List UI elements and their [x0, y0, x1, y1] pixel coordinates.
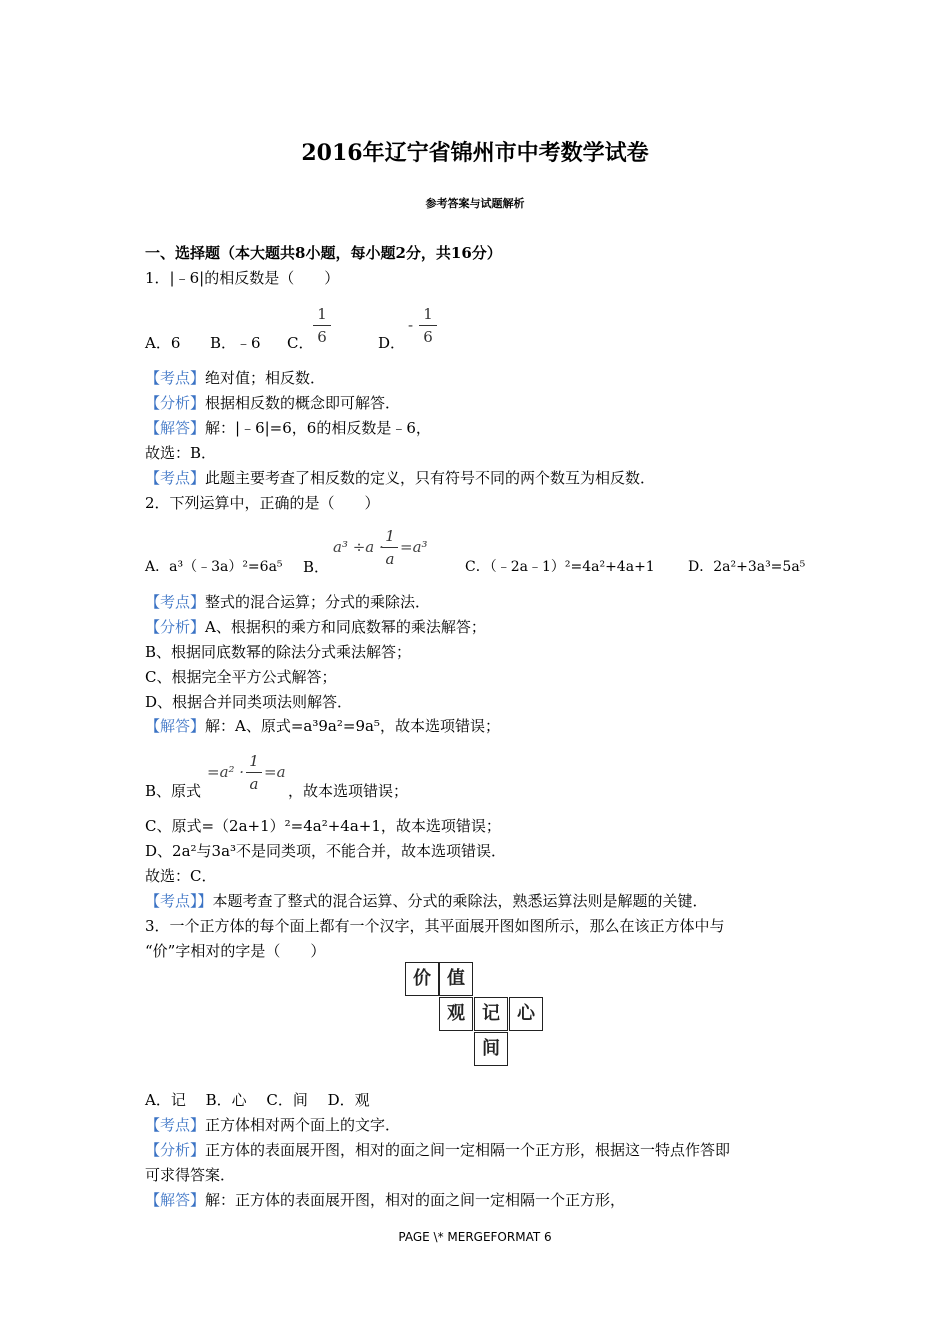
- tag-fenxi: 【分析】: [145, 394, 206, 412]
- tag-kaodian: 【考点】: [145, 1116, 206, 1134]
- net-cell-guan: 观: [439, 997, 473, 1031]
- q3-stem-line2: “价”字相对的字是（ ）: [145, 942, 326, 960]
- q2-fenxi-c: C、根据完全平方公式解答；: [145, 668, 337, 686]
- page-title: 2016年辽宁省锦州市中考数学试卷: [301, 140, 649, 166]
- q2-option-c: C．（﹣2a﹣1）²=4a²+4a+1: [465, 559, 655, 575]
- q2-fenxi-d: D、根据合并同类项法则解答．: [145, 693, 353, 711]
- tag-fenxi: 【分析】: [145, 1141, 206, 1159]
- q2-option-b: B．: [303, 558, 330, 576]
- q1-fraction-d: 1 6: [419, 305, 437, 346]
- net-cell-ji: 记: [474, 997, 508, 1031]
- q2-option-b-fraction: 1 a: [382, 527, 398, 568]
- q3-kaodian: 【考点】正方体相对两个面上的文字．: [145, 1116, 401, 1134]
- net-cell-xin: 心: [509, 997, 543, 1031]
- net-cell-zhi: 值: [439, 962, 473, 996]
- q2-jieda-b-prefix: B、原式: [145, 782, 202, 800]
- q1-option-d: D．: [378, 334, 406, 352]
- page-footer: PAGE \* MERGEFORMAT 6: [398, 1230, 552, 1244]
- q3-fenxi-cont: 可求得答案．: [145, 1166, 236, 1184]
- q3-options: A．记 B．心 C．间 D．观: [145, 1091, 370, 1109]
- q2-dianping: 【考点】】本题考查了整式的混合运算、分式的乘除法，熟悉运算法则是解题的关键．: [145, 892, 708, 910]
- q1-kaodian: 【考点】绝对值；相反数．: [145, 369, 326, 387]
- q1-fraction-c: 1 6: [313, 305, 331, 346]
- q2-jieda: 【解答】解：A、原式=a³9a²=9a⁵，故本选项错误；: [145, 717, 500, 735]
- q2-fenxi-b: B、根据同底数幂的除法分式乘法解答；: [145, 643, 412, 661]
- q3-stem-line1: 3．一个正方体的每个面上都有一个汉字，其平面展开图如图所示，那么在该正方体中与: [145, 917, 725, 935]
- q2-option-b-expr-right: =a³: [400, 538, 428, 556]
- q1-option-a: A．6: [145, 334, 181, 352]
- tag-kaodian: 【考点】: [145, 369, 206, 387]
- tag-kaodian: 【考点】】: [145, 892, 213, 910]
- q1-choose: 故选：B．: [145, 444, 217, 462]
- tag-jieda: 【解答】: [145, 1191, 206, 1209]
- q2-jieda-d: D、2a²与3a³不是同类项，不能合并，故本选项错误．: [145, 842, 507, 860]
- q2-option-b-expr-left: a³ ÷a ·: [333, 538, 384, 556]
- net-cell-jian: 间: [474, 1032, 508, 1066]
- q2-kaodian: 【考点】整式的混合运算；分式的乘除法．: [145, 593, 431, 611]
- q2-fenxi: 【分析】A、根据积的乘方和同底数幂的乘法解答；: [145, 618, 486, 636]
- q1-jieda: 【解答】解：|﹣6|=6，6的相反数是﹣6，: [145, 419, 431, 437]
- q1-fenxi: 【分析】根据相反数的概念即可解答．: [145, 394, 401, 412]
- tag-jieda: 【解答】: [145, 419, 206, 437]
- q2-jieda-b-fraction: 1 a: [246, 752, 262, 793]
- q3-jieda: 【解答】解：正方体的表面展开图，相对的面之间一定相隔一个正方形，: [145, 1191, 626, 1209]
- q2-choose: 故选：C．: [145, 867, 217, 885]
- q2-jieda-b-expr-right: =a: [264, 763, 286, 781]
- q1-dianping: 【考点】此题主要考查了相反数的定义，只有符号不同的两个数互为相反数．: [145, 469, 656, 487]
- page-subtitle: 参考答案与试题解析: [425, 197, 525, 210]
- tag-fenxi: 【分析】: [145, 618, 206, 636]
- net-cell-jia: 价: [405, 962, 439, 996]
- q2-option-d: D．2a²+3a³=5a⁵: [688, 559, 806, 575]
- tag-jieda: 【解答】: [145, 717, 206, 735]
- q2-jieda-c: C、原式=（2a+1）²=4a²+4a+1，故本选项错误；: [145, 817, 501, 835]
- q2-stem: 2．下列运算中，正确的是（ ）: [145, 494, 380, 512]
- q1-option-c: C．: [287, 334, 314, 352]
- tag-kaodian: 【考点】: [145, 593, 206, 611]
- q1-neg-sign: -: [408, 316, 414, 334]
- q2-jieda-b-suffix: ，故本选项错误；: [288, 782, 409, 800]
- q1-option-b: B．﹣6: [210, 334, 261, 352]
- q3-fenxi: 【分析】正方体的表面展开图，相对的面之间一定相隔一个正方形，根据这一特点作答即: [145, 1141, 731, 1159]
- section-heading: 一、选择题（本大题共8小题，每小题2分，共16分）: [145, 244, 502, 262]
- q2-jieda-b-expr-left: =a² ·: [207, 763, 245, 781]
- q1-stem: 1．|﹣6|的相反数是（ ）: [145, 269, 340, 287]
- tag-kaodian: 【考点】: [145, 469, 206, 487]
- q2-option-a: A．a³（﹣3a）²=6a⁵: [145, 559, 283, 575]
